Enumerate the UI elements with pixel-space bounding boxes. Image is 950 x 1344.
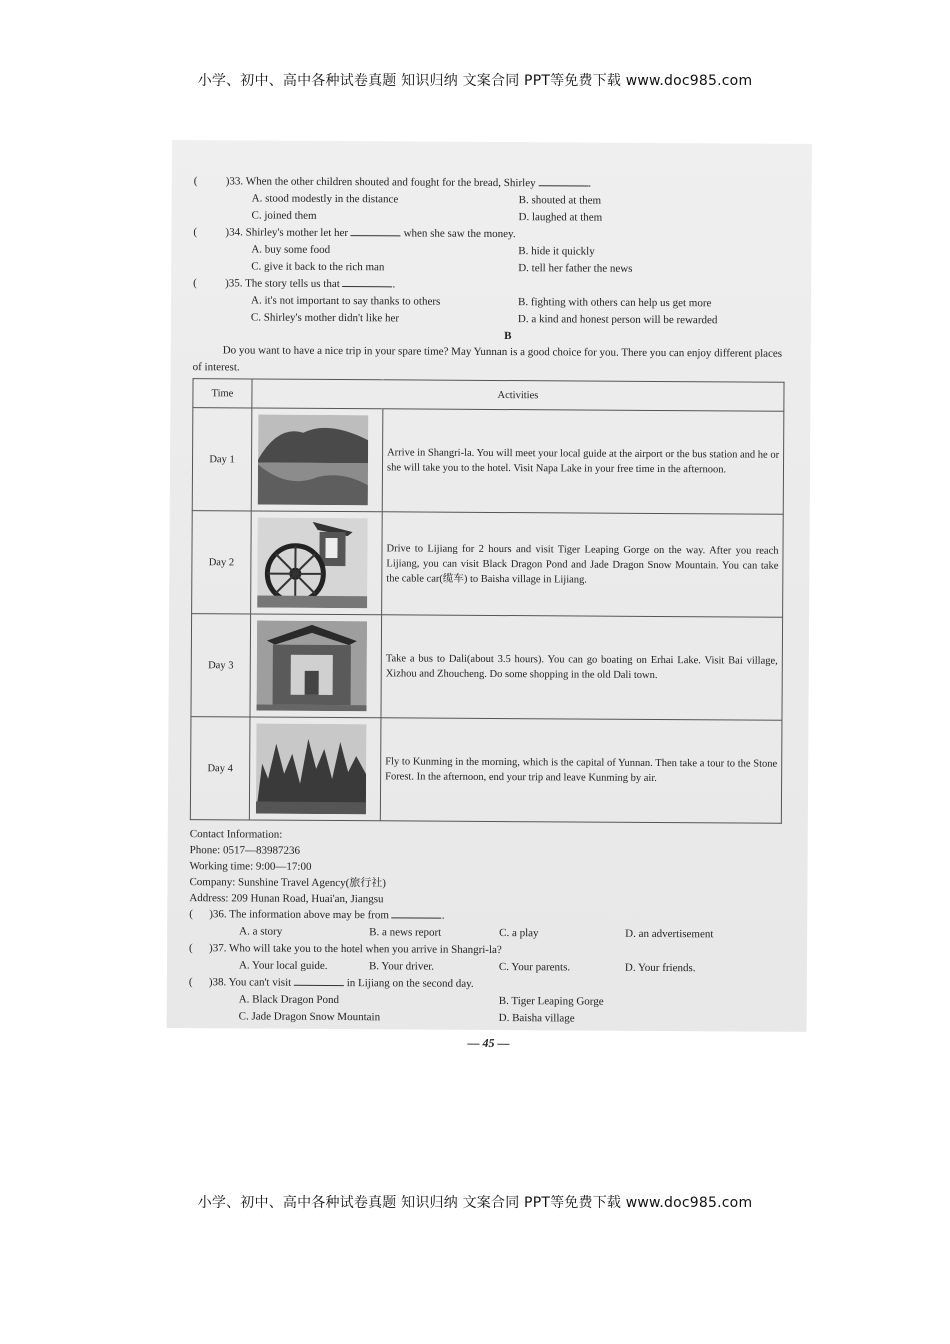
day-label: Day 4 — [190, 717, 250, 820]
answer-blank — [351, 225, 401, 236]
photo-cell — [250, 614, 382, 718]
options-row — [189, 1008, 789, 1029]
photo-cell — [251, 511, 383, 615]
option-d: D. Your friends. — [624, 961, 696, 975]
option-c: C. joined them — [251, 209, 317, 222]
option-d: D. an advertisement — [625, 927, 714, 941]
contact-company: Company: Sunshine Travel Agency(旅行社) — [189, 876, 386, 890]
option-c: C. a play — [499, 927, 539, 940]
answer-paren: ( — [193, 226, 198, 239]
table-row — [190, 717, 782, 824]
option-b: B. shouted at them — [518, 194, 602, 207]
option-a: A. stood modestly in the distance — [251, 192, 399, 206]
option-a: A. it's not important to say thanks to others — [250, 294, 441, 308]
option-b: B. Your driver. — [368, 960, 435, 973]
gate-photo — [257, 621, 368, 712]
activity-text: Arrive in Shangri-la. You will meet your local guide at the airport or the bus station and he or she will take you to the hotel. Visit Napa Lake in your free time in the afternoon. — [382, 409, 784, 514]
answer-blank — [294, 975, 344, 986]
contact-title: Contact Information: — [189, 828, 283, 841]
option-d: D. tell her father the news — [518, 262, 633, 275]
answer-blank — [538, 175, 588, 186]
option-c: C. Shirley's mother didn't like her — [250, 311, 400, 325]
option-a: A. buy some food — [251, 243, 331, 256]
answer-paren: ( — [189, 908, 193, 921]
section-intro: Do you want to have a nice trip in your spare time? May Yunnan is a good choice for you. There you can enjoy different places of interest. — [192, 344, 783, 374]
option-c: C. give it back to the rich man — [251, 260, 385, 274]
question-stem-end: when she saw the money. — [403, 227, 516, 241]
question-stem-end: . — [441, 909, 445, 922]
photo-cell — [249, 717, 381, 821]
question-stem: )34. Shirley's mother let her — [225, 226, 349, 240]
answer-blank — [343, 276, 393, 287]
activity-text: Drive to Lijiang for 2 hours and visit Tiger Leaping Gorge on the way. After you reach Lijiang, you can visit Black Dragon Pond and Jade Dragon Snow Mountain. You can take the cable car(缆车) to Baisha village in Lijiang. — [382, 512, 784, 617]
table-row — [192, 511, 784, 618]
waterwheel-photo — [257, 518, 368, 609]
top-banner: 小学、初中、高中各种试卷真题 知识归纳 文案合同 PPT等免费下载 www.doc985.com — [197, 73, 753, 89]
question-stem: )35. The story tells us that — [225, 277, 340, 291]
option-b: B. a news report — [369, 926, 442, 939]
lake-photo — [258, 415, 369, 506]
option-a: A. Your local guide. — [238, 959, 328, 972]
question-stem-end: . — [588, 177, 592, 190]
answer-paren: ( — [193, 175, 198, 188]
answer-paren: ( — [188, 976, 193, 989]
section-label: B — [504, 330, 512, 343]
option-b: B. fighting with others can help us get more — [517, 296, 712, 310]
option-c: C. Jade Dragon Snow Mountain — [238, 1010, 381, 1024]
stone-forest-photo — [256, 724, 367, 815]
option-d: D. Baisha village — [498, 1012, 575, 1025]
page-number: — 45 — — [467, 1035, 510, 1051]
option-b: B. hide it quickly — [518, 245, 595, 258]
option-c: C. Your parents. — [498, 961, 571, 974]
option-d: D. a kind and honest person will be rewarded — [517, 313, 718, 327]
option-d: D. laughed at them — [518, 211, 603, 224]
option-b: B. Tiger Leaping Gorge — [498, 995, 604, 1008]
option-a: A. Black Dragon Pond — [238, 993, 340, 1007]
question-stem-end: . — [392, 278, 396, 291]
question-stem: )36. The information above may be from — [209, 908, 390, 922]
table-row — [192, 408, 784, 515]
day-label: Day 2 — [192, 511, 252, 614]
contact-phone: Phone: 0517—83987236 — [189, 844, 301, 857]
contact-address: Address: 209 Hunan Road, Huai'an, Jiangsu — [189, 892, 384, 906]
itinerary-table — [190, 378, 785, 824]
contact-block — [189, 826, 789, 910]
question-stem: )37. Who will take you to the hotel when you arrive in Shangri-la? — [209, 942, 502, 957]
question-stem: )33. When the other children shouted and fought for the bread, Shirley — [225, 175, 536, 190]
answer-blank — [392, 907, 442, 918]
activity-text: Fly to Kunming in the morning, which is the capital of Yunnan. Then take a tour to the Stone Forest. In the afternoon, end your trip and leave Kunming by air. — [380, 718, 782, 823]
header-activities: Activities — [252, 379, 784, 411]
day-label: Day 3 — [191, 614, 251, 717]
photo-cell — [251, 408, 383, 512]
contact-hours: Working time: 9:00—17:00 — [189, 860, 312, 873]
day-label: Day 1 — [192, 408, 252, 511]
bottom-banner: 小学、初中、高中各种试卷真题 知识归纳 文案合同 PPT等免费下载 www.doc985.com — [197, 1195, 753, 1211]
option-a: A. a story — [239, 925, 283, 938]
scanned-page — [167, 140, 812, 1051]
table-row — [191, 614, 783, 721]
question-stem-end: in Lijiang on the second day. — [346, 977, 474, 990]
question-stem: )38. You can't visit — [208, 976, 292, 989]
answer-paren: ( — [189, 942, 193, 955]
activity-text: Take a bus to Dali(about 3.5 hours). You can go boating on Erhai Lake. Visit Bai village, Xizhou and Zhoucheng. Do some shopping in the old Dali town. — [381, 615, 783, 720]
header-time: Time — [193, 379, 252, 408]
answer-paren: ( — [193, 277, 197, 290]
